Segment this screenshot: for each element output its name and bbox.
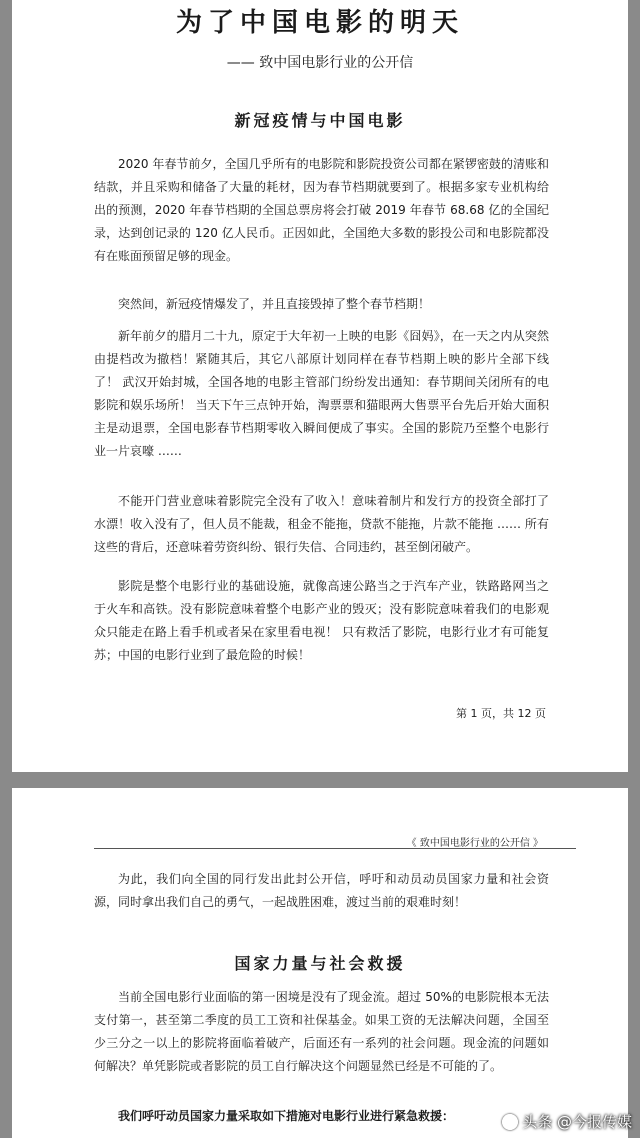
paragraph: 当前全国电影行业面临的第一困境是没有了现金流。超过 50%的电影院根本无法支付第一，甚至第二季度的员工工资和社保基金。如果工资的无法解决问题，全国至少三分之一以上的影院将面临着破产，后面还有一系列的社会问题。现金流的问题如何解决？单凭影院或者影院的员工自行解决这个问题显然已经是不可能的了。 [94, 990, 549, 1073]
section-heading: 新冠疫情与中国电影 [234, 111, 406, 130]
watermark [502, 1111, 632, 1132]
section-heading: 国家力量与社会救援 [234, 954, 406, 973]
paragraph: 影院是整个电影行业的基础设施，就像高速公路当之于汽车产业，铁路路网当之于火车和高铁。没有影院意味着整个电影产业的毁灭；没有影院意味着我们的电影观众只能走在路上看手机或者呆在家里看电视！ 只有救活了影院，电影行业才有可能复苏；中国的电影行业到了最危险的时候！ [94, 579, 549, 662]
page-number: 第 1 页，共 12 页 [456, 707, 546, 720]
watermark-text: 头条 @今报传媒 [522, 1113, 632, 1131]
paragraph: 突然间，新冠疫情爆发了，并且直接毁掉了整个春节档期！ [118, 297, 431, 311]
paragraph: 2020 年春节前夕，全国几乎所有的电影院和影院投资公司都在紧锣密鼓的清账和结款，并且采购和储备了大量的耗材，因为春节档期就要到了。根据多家专业机构给出的预测，2020 年春节档期的全国总票房将会打破 2019 年春节 68.68 亿的全国纪录，达到创记录的 120 亿人民币。正因如此，全国绝大多数的影投公司和电影院都没有在账面预留足够的现金。 [94, 157, 549, 263]
document-title: 为了中国电影的明天 [175, 8, 464, 38]
bold-callout: 我们呼吁动员国家力量采取如下措施对电影行业进行紧急救援： [118, 1109, 455, 1123]
paragraph: 不能开门营业意味着影院完全没有了收入！意味着制片和发行方的投资全部打了水漂！收入没有了，但人员不能裁，租金不能拖，贷款不能拖，片款不能拖 …… 所有这些的背后，还意味着劳资纠纷、银行失信、合同违约，甚至倒闭破产。 [94, 494, 549, 554]
paragraph: 为此，我们向全国的同行发出此封公开信，呼吁和动员动员国家力量和社会资源，同时拿出我们自己的勇气，一起战胜困难，渡过当前的艰难时刻！ [94, 872, 549, 909]
header-divider [94, 848, 576, 849]
paragraph: 新年前夕的腊月二十九，原定于大年初一上映的电影《囧妈》，在一天之内从突然由提档改为撤档！紧随其后，其它八部原计划同样在春节档期上映的影片全部下线了！ 武汉开始封城，全国各地的电影主管部门纷纷发出通知：春节期间关闭所有的电影院和娱乐场所！ 当天下午三点钟开始，淘票票和猫眼两大售票平台先后开始大面积主是动退票，全国电影春节档期零收入瞬间便成了事实。全国的影院乃至整个电影行业一片哀嚎 …… [94, 329, 549, 458]
watermark-logo-icon [502, 1114, 518, 1130]
document-subtitle: —— 致中国电影行业的公开信 [226, 55, 414, 71]
running-header: 《 致中国电影行业的公开信 》 [406, 838, 543, 849]
document-page-1 [12, 0, 628, 772]
document-page-2 [12, 788, 628, 1138]
